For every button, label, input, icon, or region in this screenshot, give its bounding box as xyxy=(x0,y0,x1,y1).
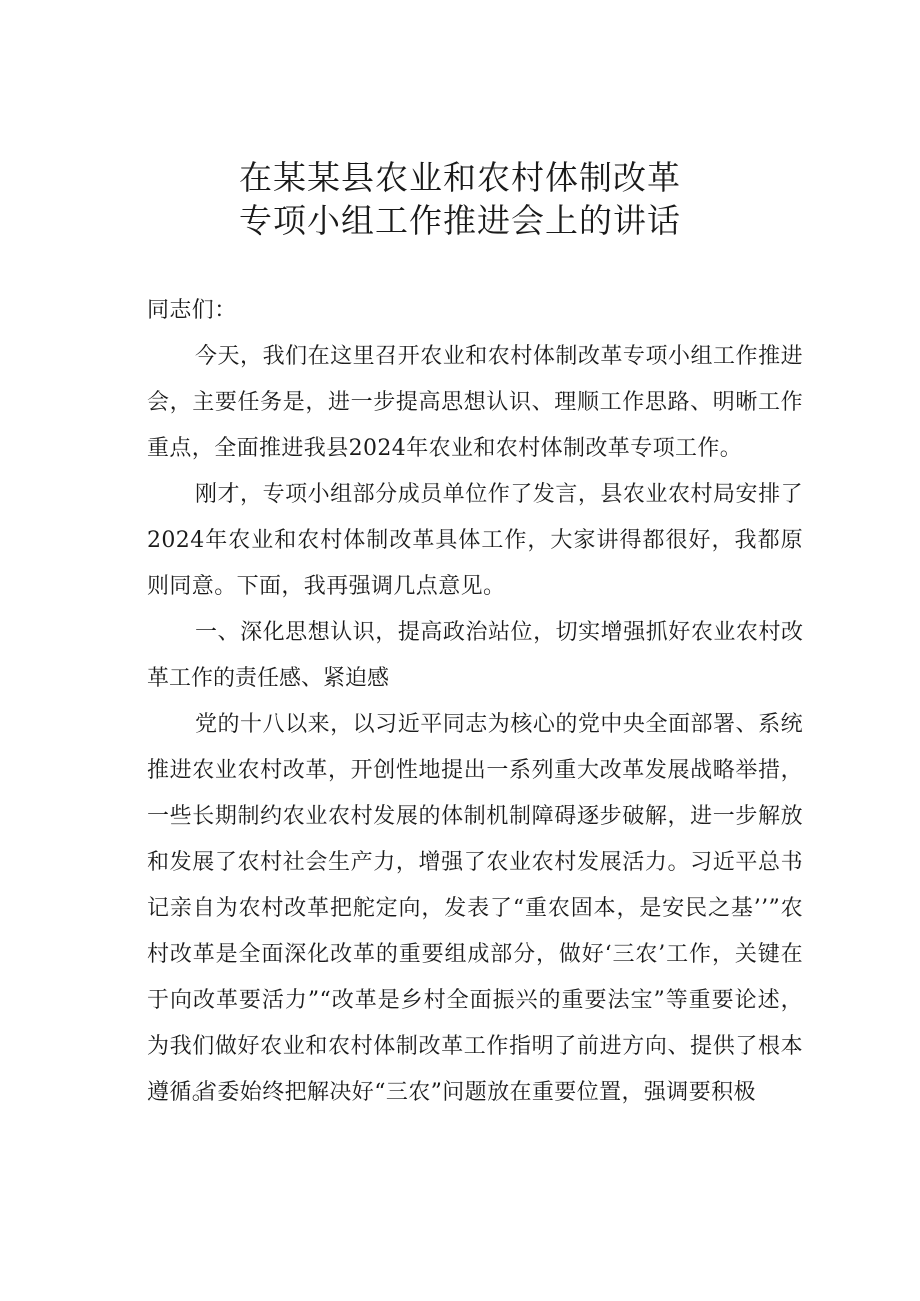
paragraph-section-1-body: 党的十八以来，以习近平同志为核心的党中央全面部署、系统推进农业农村改革，开创性地提出一系列重大改革发展战略举措，一些长期制约农业农村发展的体制机制障碍逐步破解，进一步解放和发展了农村社会生产力，增强了农业农村发展活力。习近平总书记亲自为农村改革把舵定向，发表了“重农固本，是安民之基’’”农村改革是全面深化改革的重要组成部分，做好‘三农’工作，关键在于向改革要活力”“改革是乡村全面振兴的重要法宝”等重要论述，为我们做好农业和农村体制改革工作指明了前进方向、提供了根本遵循。 xyxy=(147,712,803,1105)
document-title-line-2: 专项小组工作推进会上的讲话 xyxy=(239,201,681,240)
document-title-line-1: 在某某县农业和农村体制改革 xyxy=(239,158,681,197)
paragraph-opening: 今天，我们在这里召开农业和农村体制改革专项小组工作推进会，主要任务是，进一步提高思想认识、理顺工作思路、明晰工作重点，全面推进我县2024年农业和农村体制改革专项工作。 xyxy=(147,344,803,461)
paragraph-provincial: 省委始终把解决好“三农”问题放在重要位置，强调要积极 xyxy=(195,1080,756,1105)
paragraph-remarks: 刚才，专项小组部分成员单位作了发言，县农业农村局安排了2024年农业和农村体制改革具体工作，大家讲得都很好，我都原则同意。下面，我再强调几点意见。 xyxy=(147,482,803,599)
salutation: 同志们： xyxy=(147,298,237,323)
section-heading-1: 一、深化思想认识，提高政治站位，切实增强抓好农业农村改革工作的责任感、紧迫感 xyxy=(147,620,803,691)
